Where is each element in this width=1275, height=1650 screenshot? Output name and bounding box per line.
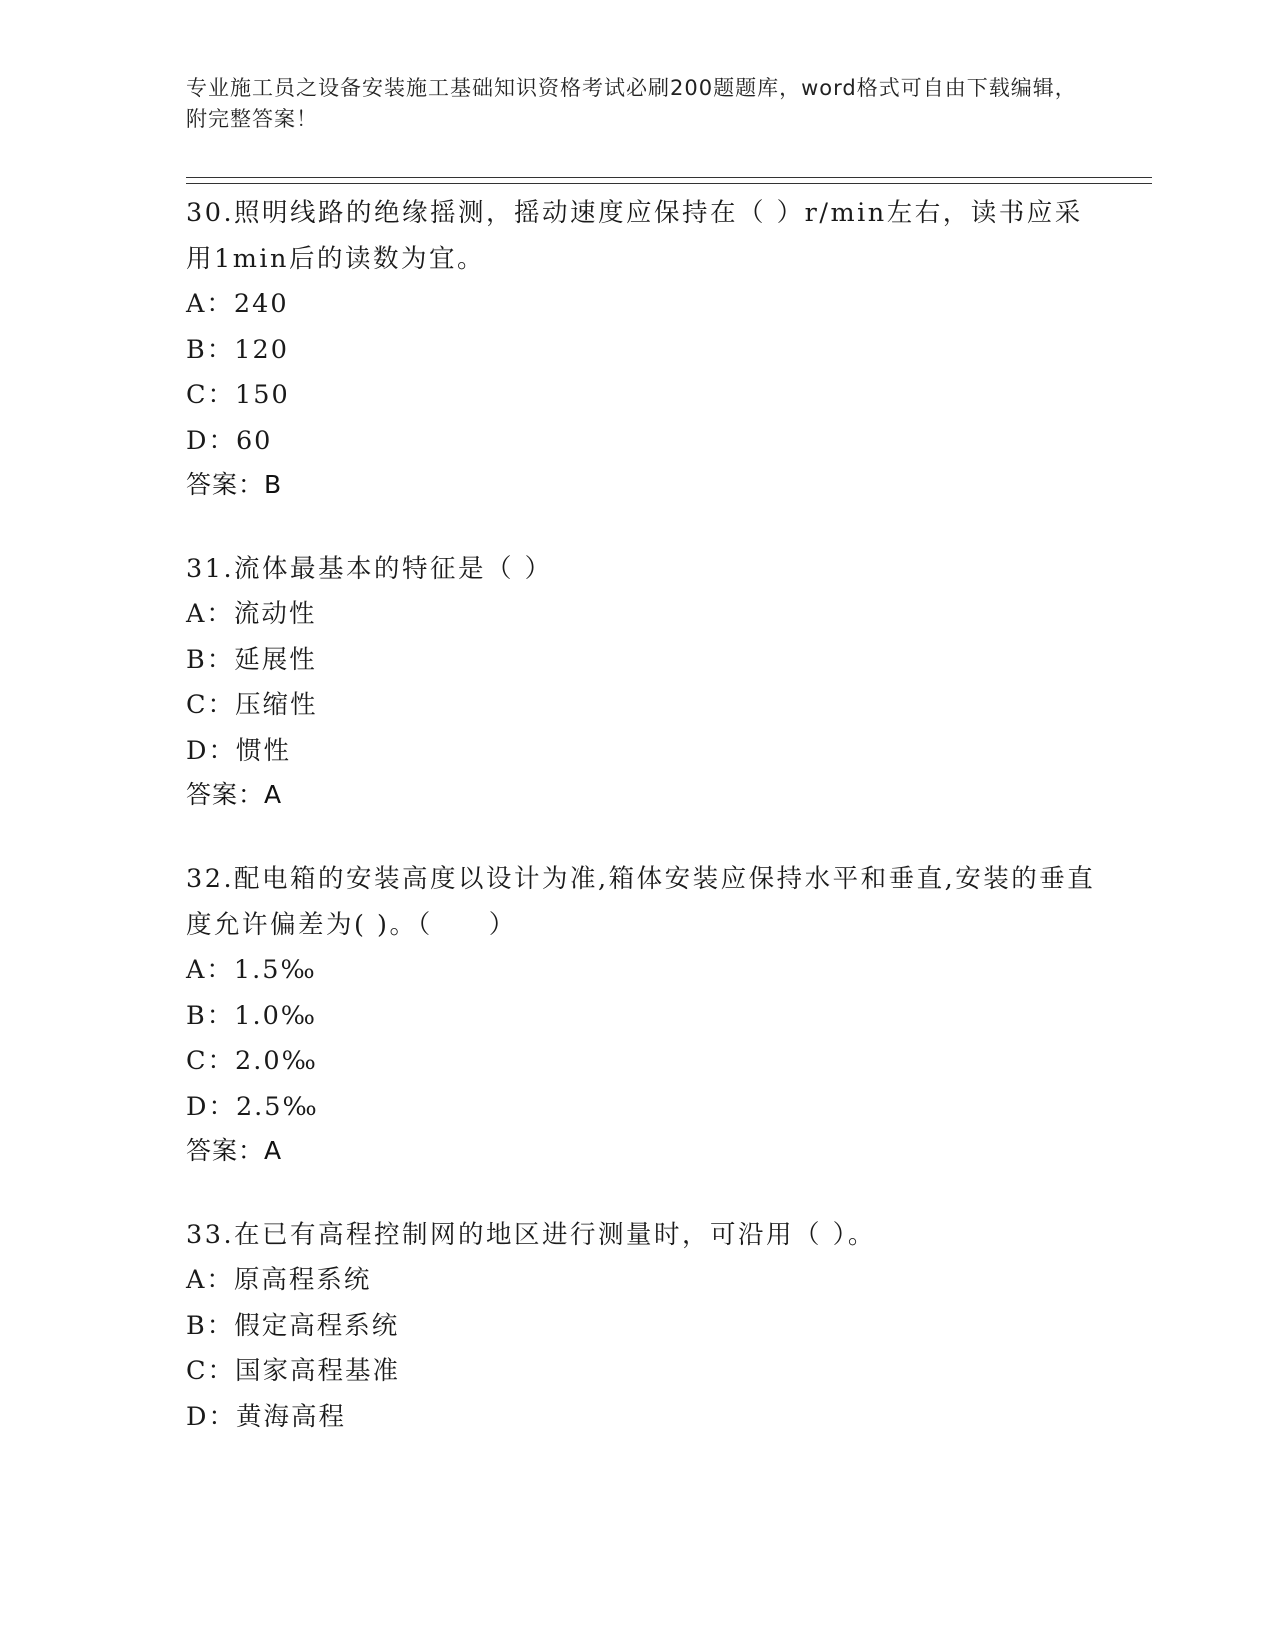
option-b bbox=[186, 1304, 1106, 1350]
option-key: C： bbox=[186, 1356, 236, 1386]
question-stem: 30.照明线路的绝缘摇测，摇动速度应保持在（ ）r/min左右，读书应采用1min后的读数为宜。 bbox=[186, 198, 1083, 274]
option-text: 惯性 bbox=[235, 735, 291, 766]
option-key: A： bbox=[186, 1265, 234, 1295]
option-c bbox=[186, 1349, 1106, 1395]
question-30 bbox=[186, 190, 1106, 506]
option-text: 压缩性 bbox=[235, 690, 318, 720]
option-text: 2.0‰ bbox=[235, 1046, 318, 1076]
answer-line: 答案：B bbox=[186, 470, 283, 499]
option-text: 国家高程基准 bbox=[235, 1356, 401, 1386]
option-key: C： bbox=[186, 1046, 236, 1076]
option-d bbox=[186, 419, 1106, 465]
option-b bbox=[186, 638, 1106, 684]
option-a bbox=[186, 1258, 1106, 1304]
question-33 bbox=[186, 1212, 1106, 1440]
option-text: 延展性 bbox=[234, 644, 317, 675]
option-c bbox=[186, 1039, 1106, 1085]
question-stem: 33.在已有高程控制网的地区进行测量时，可沿用（ ）。 bbox=[186, 1220, 876, 1250]
option-key: D： bbox=[186, 735, 236, 766]
option-key: A： bbox=[186, 599, 234, 629]
header-divider-bottom bbox=[186, 183, 1152, 184]
question-31 bbox=[186, 546, 1106, 816]
option-text: 假定高程系统 bbox=[234, 1310, 400, 1341]
option-key: A： bbox=[186, 955, 234, 985]
option-key: B： bbox=[186, 1000, 235, 1031]
option-b bbox=[186, 994, 1106, 1040]
option-key: D： bbox=[186, 425, 236, 456]
option-key: D： bbox=[186, 1091, 236, 1122]
option-text: 60 bbox=[235, 425, 273, 456]
option-text: 1.5‰ bbox=[233, 955, 317, 985]
option-text: 240 bbox=[233, 289, 289, 319]
option-key: B： bbox=[186, 644, 235, 675]
option-d bbox=[186, 1395, 1106, 1441]
question-stem: 31.流体最基本的特征是（ ） bbox=[186, 554, 553, 584]
option-b bbox=[186, 328, 1106, 374]
question-list bbox=[186, 190, 1106, 1480]
option-text: 120 bbox=[234, 334, 289, 365]
option-key: C： bbox=[186, 380, 236, 410]
option-key: A： bbox=[186, 289, 234, 319]
option-text: 黄海高程 bbox=[235, 1401, 346, 1432]
option-key: B： bbox=[186, 1310, 235, 1341]
question-32 bbox=[186, 856, 1106, 1172]
option-c bbox=[186, 683, 1106, 729]
option-key: C： bbox=[186, 690, 236, 720]
option-key: D： bbox=[186, 1401, 236, 1432]
option-text: 1.0‰ bbox=[234, 1000, 318, 1031]
option-c bbox=[186, 373, 1106, 419]
option-d bbox=[186, 729, 1106, 775]
option-text: 流动性 bbox=[233, 599, 317, 629]
option-a bbox=[186, 948, 1106, 994]
option-text: 原高程系统 bbox=[233, 1265, 372, 1295]
document-intro: 专业施工员之设备安装施工基础知识资格考试必刷200题题库，word格式可自由下载编辑，附完整答案！ bbox=[186, 76, 1077, 131]
question-stem: 32.配电箱的安装高度以设计为准,箱体安装应保持水平和垂直,安装的垂直度允许偏差为( )。（ ） bbox=[186, 864, 1096, 940]
option-d bbox=[186, 1085, 1106, 1131]
option-key: B： bbox=[186, 334, 235, 365]
option-a bbox=[186, 592, 1106, 638]
answer-line: 答案：A bbox=[186, 1136, 283, 1165]
option-text: 150 bbox=[235, 380, 290, 410]
answer-line: 答案：A bbox=[186, 780, 283, 809]
option-text: 2.5‰ bbox=[235, 1091, 319, 1122]
option-a bbox=[186, 282, 1106, 328]
header-divider-top bbox=[186, 177, 1152, 178]
